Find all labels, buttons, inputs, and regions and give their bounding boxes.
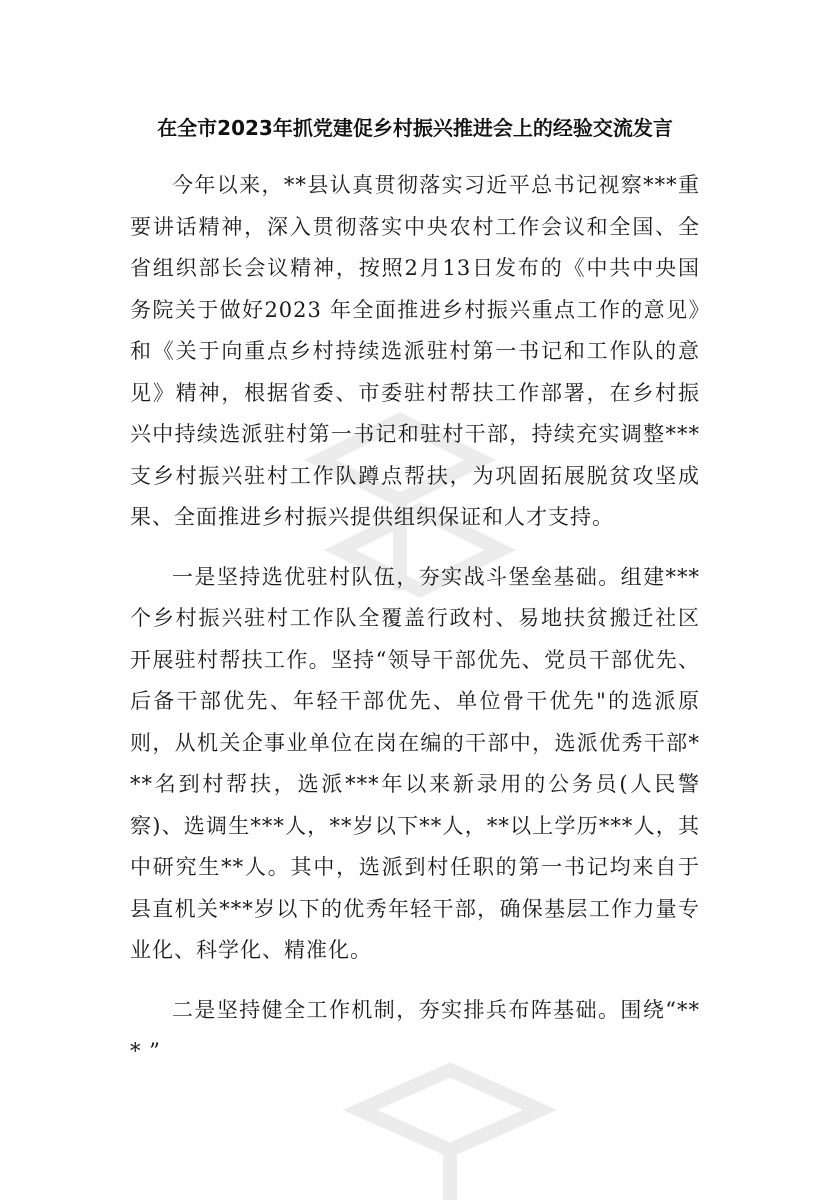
paragraph-point-two: 二是坚持健全工作机制，夯实排兵布阵基础。围绕“*** ” — [130, 997, 700, 1063]
document-title: 在全市2023年抓党建促乡村振兴推进会上的经验交流发言 — [157, 116, 673, 140]
paragraph-intro: 今年以来，**县认真贯彻落实习近平总书记视察***重要讲话精神，深入贯彻落实中央农村工作会议和全国、全省组织部长会议精神，按照2月13日发布的《中共中央国务院关于做好2023 年全面推进乡村振兴重点工作的意见》和《关于向重点乡村持续选派驻村第一书记和工作队的意见》精神，根据省委、市委驻村帮扶工作部署，在乡村振兴中持续选派驻村第一书记和驻村干部，持续充实调整***支乡村振兴驻村工作队蹲点帮扶，为巩固拓展脱贫攻坚成果、全面推进乡村振兴提供组织保证和人才支持。 — [130, 173, 700, 529]
paragraph-point-one: 一是坚持选优驻村队伍，夯实战斗堡垒基础。组建***个乡村振兴驻村工作队全覆盖行政村、易地扶贫搬迁社区开展驻村帮扶工作。坚持“领导干部优先、党员干部优先、后备干部优先、年轻干部优先、单位骨干优先"的选派原则，从机关企事业单位在岗在编的干部中，选派优秀干部***名到村帮扶，选派***年以来新录用的公务员(人民警察)、选调生***人，**岁以下**人，**以上学历***人，其中研究生**人。其中，选派到村任职的第一书记均来自于县直机关***岁以下的优秀年轻干部，确保基层工作力量专业化、科学化、精准化。 — [130, 564, 700, 962]
document-body — [130, 165, 700, 1091]
